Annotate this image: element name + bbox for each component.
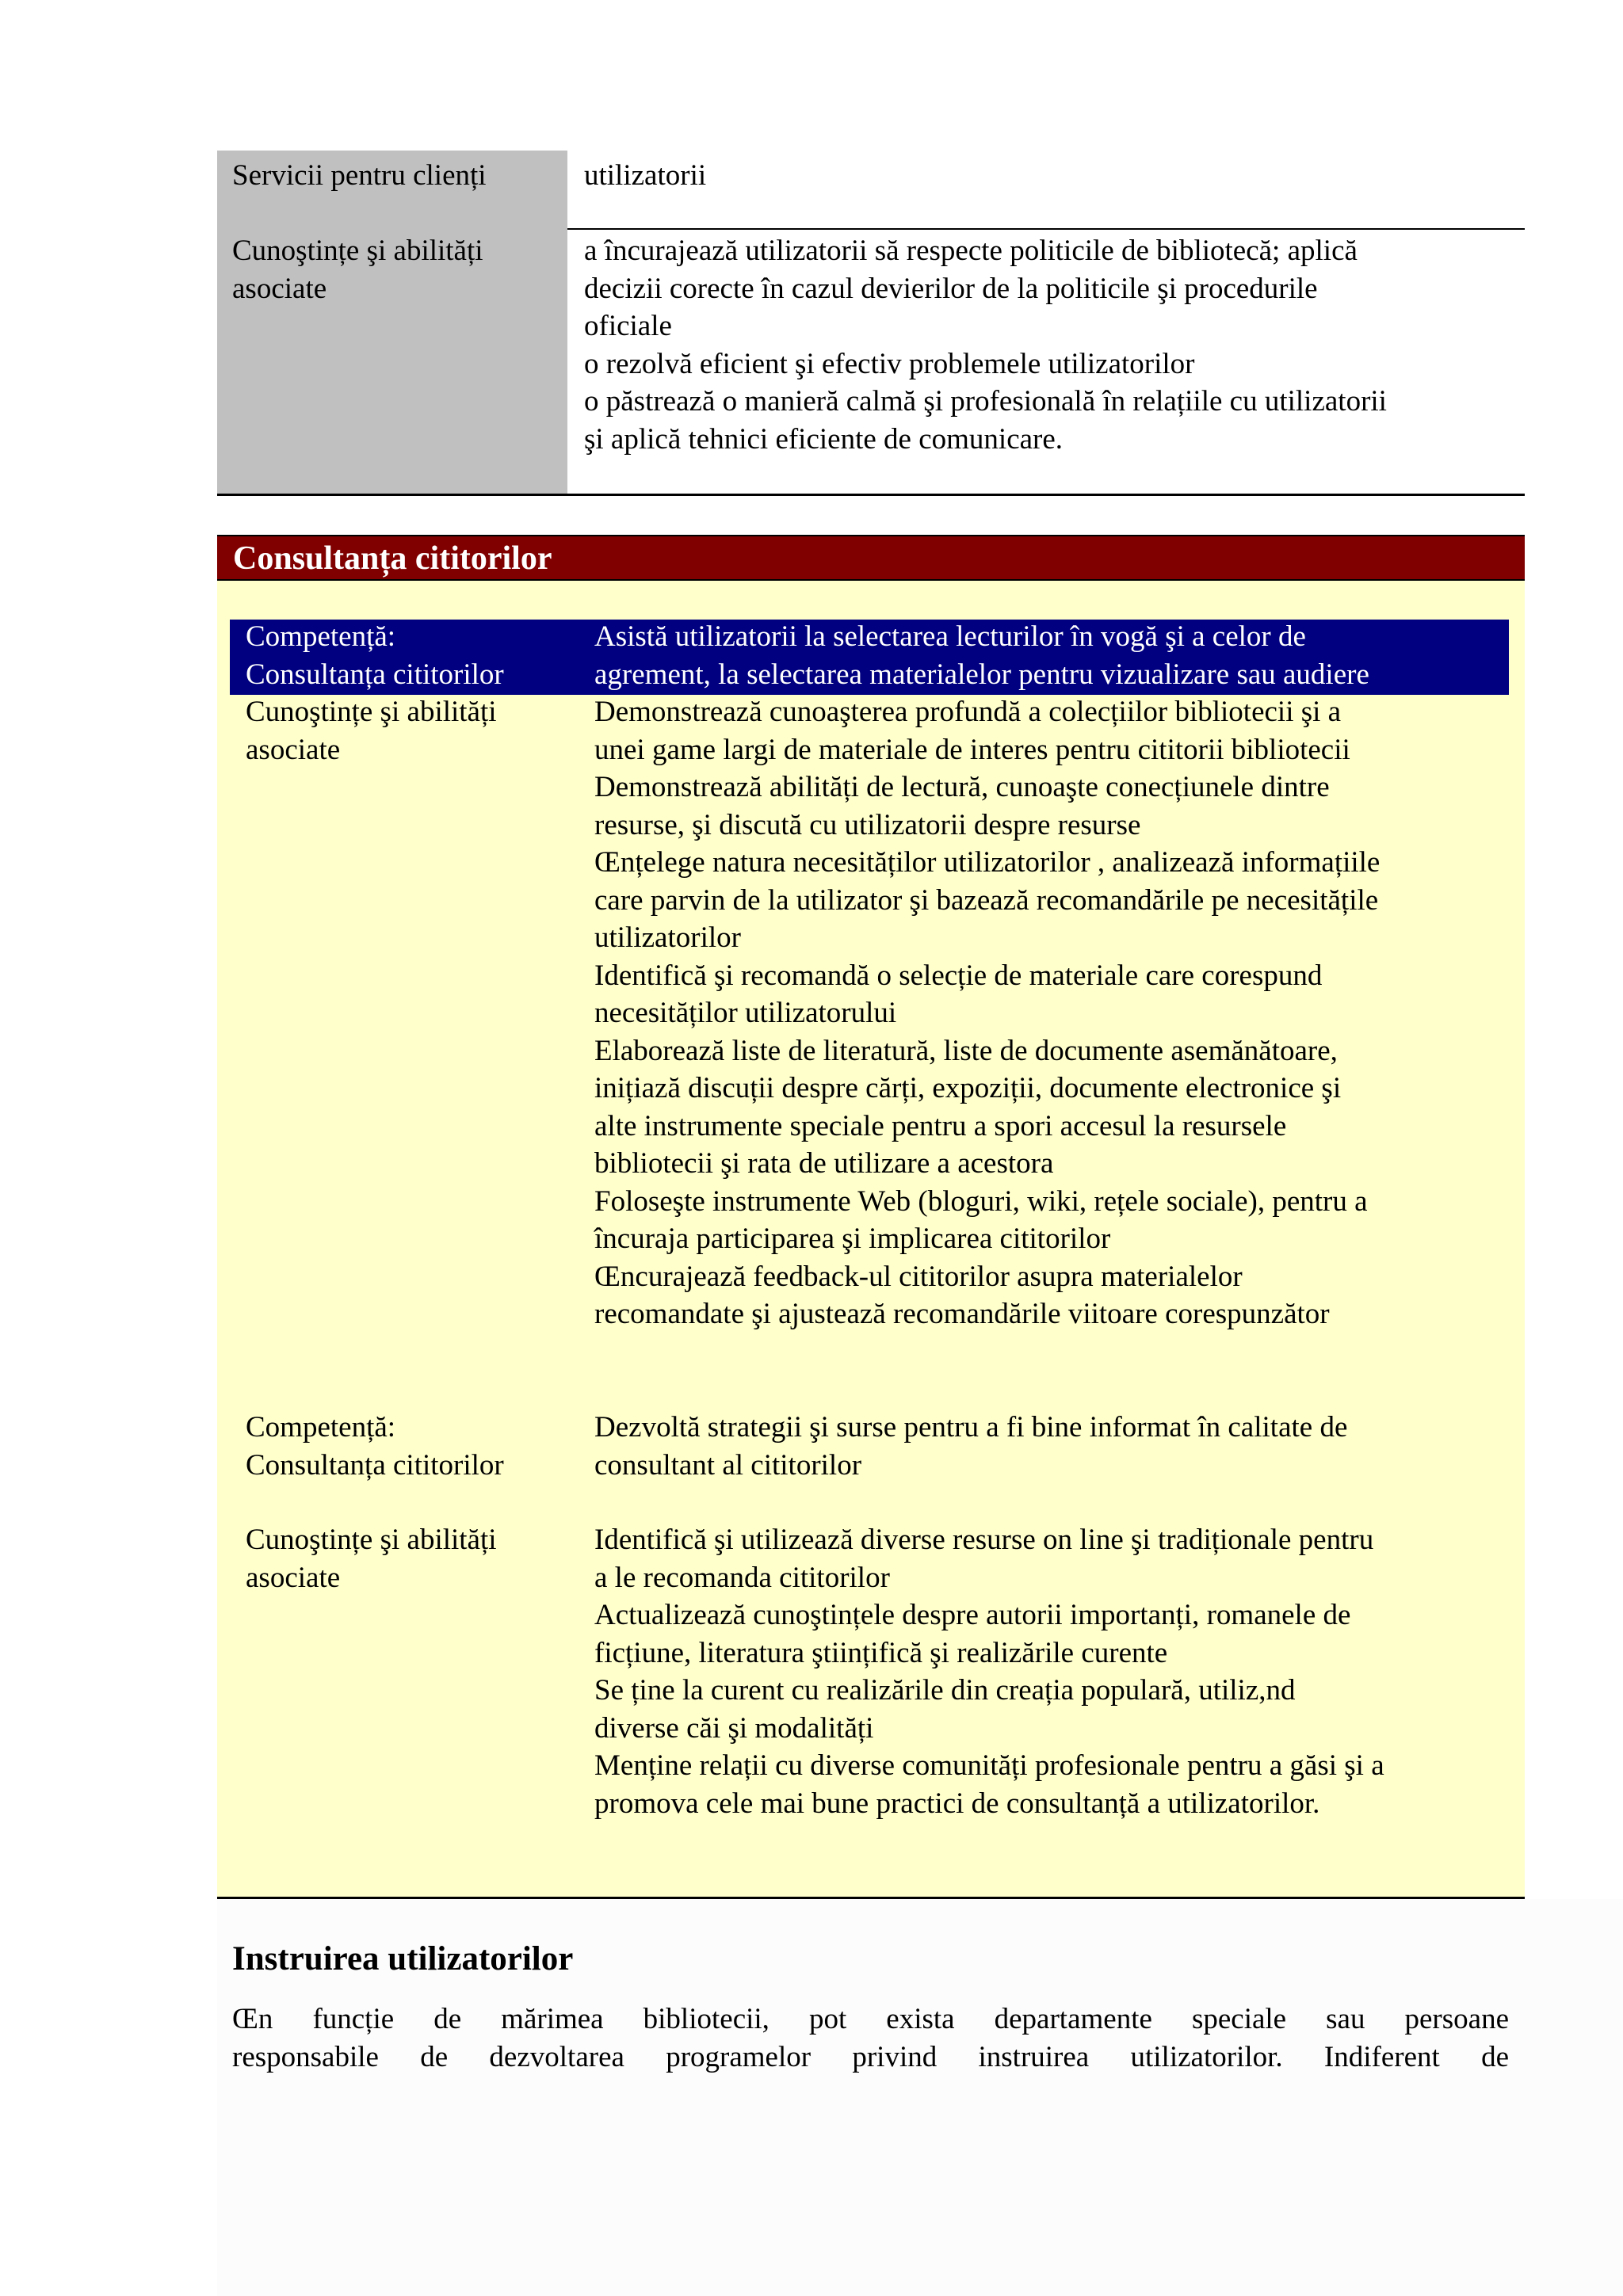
text-line: consultant al cititorilor <box>594 1448 862 1482</box>
text-line: promova cele mai bune practici de consultanță a utilizatorilor. <box>594 1787 1320 1820</box>
skills-label <box>232 232 483 307</box>
text-line: utilizatorilor <box>594 921 741 954</box>
text-line: Œnțelege natura necesităților utilizatorilor , analizează informațiile <box>594 846 1381 879</box>
services-value: utilizatorii <box>584 159 707 192</box>
text-line: necesităților utilizatorului <box>594 997 897 1029</box>
text-line: inițiază discuții despre cărți, expoziții, documente electronice şi <box>594 1072 1342 1104</box>
text-line: a le recomanda cititorilor <box>594 1561 890 1594</box>
text-line: Demonstrează cunoaşterea profundă a colecțiilor bibliotecii şi a <box>594 696 1342 728</box>
text-line: asociate <box>232 272 327 305</box>
text-line: Competență: <box>246 620 396 653</box>
text-line: oficiale <box>584 310 672 342</box>
text-line: Cunoştințe şi abilități <box>246 1524 497 1556</box>
text-line: resurse, şi discută cu utilizatorii despre resurse <box>594 808 1141 841</box>
text-line: Menține relații cu diverse comunități profesionale pentru a găsi şi a <box>594 1749 1384 1782</box>
paragraph-line: responsabile de dezvoltarea programelor privind instruirea utilizatorilor. Indiferent de <box>232 2041 1509 2073</box>
skills-list <box>594 1521 1384 1822</box>
paragraph-line: Œn funcție de mărimea bibliotecii, pot exista departamente speciale sau persoane <box>232 2003 1509 2035</box>
text-line: Identifică şi utilizează diverse resurse on line şi tradiționale pentru <box>594 1524 1374 1556</box>
text-line: Se ține la curent cu realizările din creația populară, utiliz,nd <box>594 1674 1296 1707</box>
skills-list <box>594 693 1380 1333</box>
text-line: care parvin de la utilizator şi bazează recomandările pe necesitățile <box>594 883 1379 917</box>
table-bottom-border <box>217 494 1525 496</box>
services-label: Servicii pentru clienți <box>232 159 487 192</box>
text-line: Competență: <box>246 1411 396 1444</box>
row-divider <box>567 228 1525 230</box>
text-line: Identifică şi recomandă o selecție de materiale care corespund <box>594 959 1323 992</box>
text-line: unei game largi de materiale de interes pentru cititorii bibliotecii <box>594 733 1350 766</box>
competence-value <box>594 618 1369 693</box>
skills-label <box>246 693 497 769</box>
text-line: decizii corecte în cazul devierilor de la politicile şi procedurile <box>584 272 1318 305</box>
text-line: recomandate şi ajustează recomandările viitoare corespunzător <box>594 1298 1330 1330</box>
competence-label <box>246 1409 504 1484</box>
text-line: Asistă utilizatorii la selectarea lecturilor în vogă şi a celor de <box>594 620 1306 653</box>
text-line: agrement, la selectarea materialelor pentru vizualizare sau audiere <box>594 658 1369 691</box>
text-line: Consultanța cititorilor <box>246 1448 504 1482</box>
skills-label <box>246 1521 497 1596</box>
text-line: Cunoştințe şi abilități <box>246 696 497 728</box>
text-line: Cunoştințe şi abilități <box>232 235 483 267</box>
text-line: Actualizează cunoştințele despre autorii importanți, romanele de <box>594 1599 1351 1631</box>
section-header-consultanta <box>217 535 1525 581</box>
text-line: şi aplică tehnici eficiente de comunicare. <box>584 422 1064 456</box>
text-line: încuraja participarea şi implicarea cititorilor <box>594 1222 1111 1255</box>
text-line: Foloseşte instrumente Web (bloguri, wiki, rețele sociale), pentru a <box>594 1184 1368 1218</box>
text-line: asociate <box>246 733 341 766</box>
text-line: Demonstrează abilități de lectură, cunoaşte conecțiunele dintre <box>594 771 1330 803</box>
text-line: a încurajează utilizatorii să respecte politicile de bibliotecă; aplică <box>584 235 1358 267</box>
competence-value <box>594 1409 1347 1484</box>
text-line: bibliotecii şi rata de utilizare a acestora <box>594 1147 1054 1180</box>
label-column <box>217 151 567 495</box>
text-line: Consultanța cititorilor <box>246 658 504 691</box>
text-line: ficțiune, literatura ştiințifică şi realizările curente <box>594 1636 1168 1669</box>
text-line: o păstrează o manieră calmă şi profesională în relațiile cu utilizatorii <box>584 385 1387 418</box>
text-line: Elaborează liste de literatură, liste de documente asemănătoare, <box>594 1034 1338 1067</box>
section-title: Consultanța cititorilor <box>233 540 552 577</box>
text-line: Dezvoltă strategii şi surse pentru a fi bine informat în calitate de <box>594 1411 1348 1444</box>
text-line: diverse căi şi modalități <box>594 1711 874 1745</box>
text-line: Œncurajează feedback-ul cititorilor asupra materialelor <box>594 1260 1243 1293</box>
text-line: asociate <box>246 1561 341 1594</box>
competence-label <box>246 618 504 693</box>
text-line: o rezolvă eficient şi efectiv problemele utilizatorilor <box>584 347 1195 380</box>
section-heading: Instruirea utilizatorilor <box>232 1940 574 1978</box>
text-line: alte instrumente speciale pentru a spori accesul la resursele <box>594 1109 1287 1142</box>
services-table <box>217 151 1525 495</box>
skills-value <box>584 232 1387 458</box>
